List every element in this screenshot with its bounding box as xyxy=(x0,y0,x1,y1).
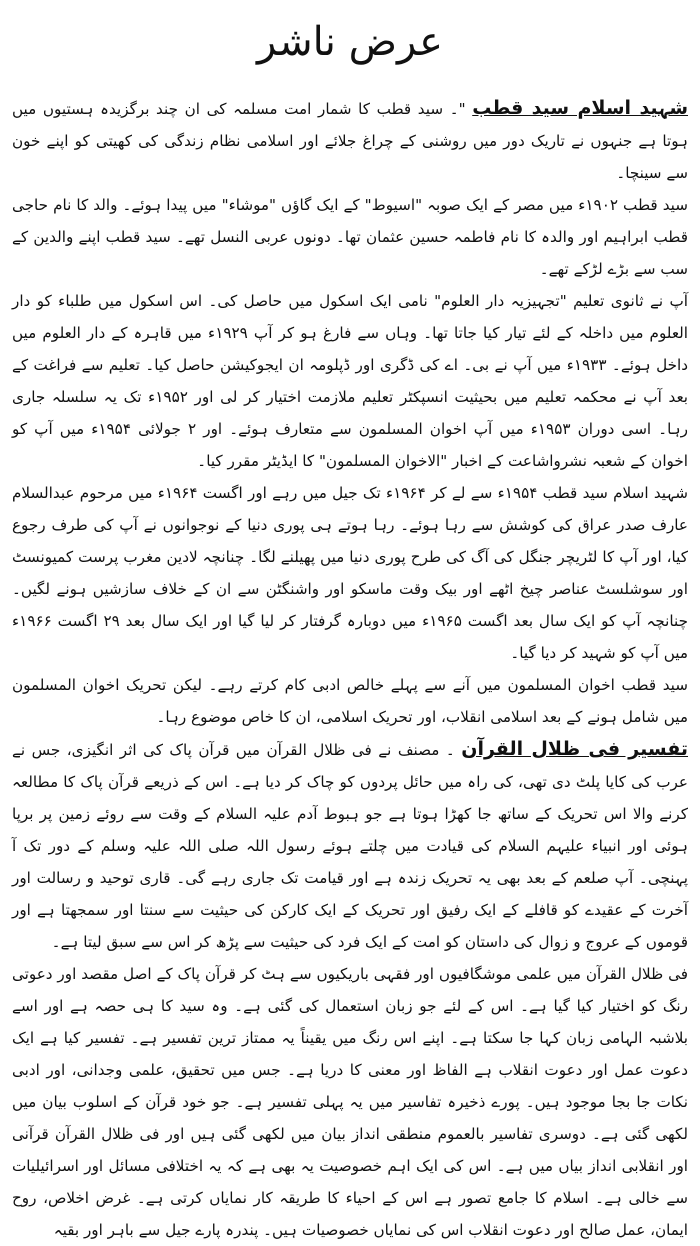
paragraph-text: شہید اسلام سید قطب ۱۹۵۴ء سے لے کر ۱۹۶۴ء تک جیل میں رہے اور اگست ۱۹۶۴ء میں مرحوم عبدالسلام عارف صدر عراق کی کوشش سے رہا ہوئے۔ رہا ہوتے ہی پوری دنیا کے نوجوانوں نے آپ کی طرف رجوع کیا، اور آپ کا لٹریچر جنگل کی آگ کی طرح پوری دنیا میں پھیلنے لگا۔ چنانچہ لادین مغرب پرست کمیونسٹ اور سوشلسٹ عناصر چیخ اٹھے اور بیک وقت ماسکو اور واشنگٹن سے ان کے خلاف سازشیں ہونے لگیں۔ چنانچہ آپ کو ایک سال بعد اگست ۱۹۶۵ء میں دوبارہ گرفتار کر لیا گیا اور ایک سال بعد ۲۹ اگست ۱۹۶۶ء میں آپ کو شہید کر دیا گیا۔ xyxy=(12,484,689,662)
paragraph-text: آپ نے ثانوی تعلیم "تجہیزیہ دار العلوم" نامی ایک اسکول میں حاصل کی۔ اس اسکول میں طلباء کو دار العلوم میں داخلہ کے لئے تیار کیا جاتا تھا۔ وہاں سے فارغ ہو کر آپ ۱۹۲۹ء میں قاہرہ کے دار العلوم میں داخل ہوئے۔ ۱۹۳۳ء میں آپ نے بی۔ اے کی ڈگری اور ڈپلومہ ان ایجوکیشن حاصل کیا۔ تعلیم سے فراغت کے بعد آپ نے محکمہ تعلیم میں بحیثیت انسپکٹر تعلیم ملازمت اختیار کر لی اور ۱۹۵۲ء تک یہ سلسلہ جاری رہا۔ اسی دوران ۱۹۵۳ء میں آپ اخوان المسلمون سے متعارف ہوئے۔ اور ۲ جولائی ۱۹۵۴ء میں آپ کو اخوان کے شعبہ نشرواشاعت کے اخبار "الاخوان المسلمون" کا ایڈیٹر مقرر کیا۔ xyxy=(12,292,689,470)
paragraph-heading: تفسیر فی ظلال القرآن xyxy=(461,738,689,760)
paragraph-2 xyxy=(12,189,688,285)
paragraph-3 xyxy=(12,285,688,477)
paragraph-5 xyxy=(12,669,688,733)
paragraph-heading: شہید اسلام سید قطب xyxy=(472,97,689,119)
document-body xyxy=(12,92,688,1246)
paragraph-7 xyxy=(12,958,688,1246)
paragraph-4 xyxy=(12,477,688,669)
paragraph-text: "۔ سید قطب کا شمار امت مسلمہ کی ان چند برگزیدہ ہستیوں میں ہوتا ہے جنہوں نے تاریک دور میں روشنی کے چراغ جلائے اور اسلامی نظام زندگی کی کھیتی کو اپنے خون سے سینچا۔ xyxy=(12,100,688,182)
page xyxy=(0,12,700,1239)
paragraph-text: سید قطب ۱۹۰۲ء میں مصر کے ایک صوبہ "اسیوط" کے ایک گاؤں "موشاء" میں پیدا ہوئے۔ والد کا نام حاجی قطب ابراہیم اور والدہ کا نام فاطمہ حسین عثمان تھا۔ دونوں عربی النسل تھے۔ سید قطب اپنے والدین کے سب سے بڑے لڑکے تھے۔ xyxy=(12,196,688,278)
paragraph-6 xyxy=(12,733,688,958)
paragraph-text: سید قطب اخوان المسلمون میں آنے سے پہلے خالص ادبی کام کرتے رہے۔ لیکن تحریک اخوان المسلمون میں شامل ہونے کے بعد اسلامی انقلاب، اور تحریک اسلامی، ان کا خاص موضوع رہا۔ xyxy=(12,676,688,726)
paragraph-1 xyxy=(12,92,688,189)
paragraph-text: ۔ مصنف نے فی ظلال القرآن میں قرآن پاک کی اثر انگیزی، جس نے عرب کی کایا پلٹ دی تھی، کی راہ میں حائل پردوں کو چاک کر دیا ہے۔ اس کے ذریعے قرآن پاک کا مطالعہ کرنے والا اس تحریک کے ساتھ جا کھڑا ہوتا ہے جو ہبوط آدم علیہ السلام کے وقت سے روئے زمین پر برپا ہوئی اور انبیاء علیہم السلام کی قیادت میں چلتے ہوئے رسول اللہ صلی اللہ علیہ وسلم کے دور تک آ پہنچی۔ آپ صلعم کے بعد بھی یہ تحریک زندہ ہے اور قیامت تک جاری رہے گی۔ قاری توحید و رسالت اور آخرت کے عقیدے کو قافلے کے ایک رفیق اور تحریک کے ایک کارکن کی حیثیت سے سنتا اور سمجھتا ہے اور قوموں کے عروج و زوال کی داستان کو امت کے ایک فرد کی حیثیت سے پڑھ کر اس سے سبق لیتا ہے۔ xyxy=(12,741,688,951)
page-title: عرض ناشر xyxy=(257,19,443,65)
paragraph-text: فی ظلال القرآن میں علمی موشگافیوں اور فقہی باریکیوں سے ہٹ کر قرآن پاک کے اصل مقصد اور دعوتی رنگ کو اختیار کیا گیا ہے۔ اس کے لئے جو زبان استعمال کی گئی ہے۔ وہ سید کا ہی حصہ ہے اور اسے بلاشبہ الہامی زبان کہا جا سکتا ہے۔ اپنے اس رنگ میں یقیناً یہ ممتاز ترین تفسیر ہے۔ تفسیر کیا ہے ایک دعوت عمل اور دعوت انقلاب ہے الفاظ اور معنی کا دریا ہے۔ جس میں تحقیق، علمی وجدانی، اور ادبی نکات جا بجا موجود ہیں۔ پورے ذخیرہ تفاسیر میں یہ پہلی تفسیر ہے۔ جو خود قرآن کے اسلوب بیان میں لکھی گئی ہے۔ دوسری تفاسیر بالعموم منطقی انداز بیان میں لکھی گئی ہیں اور فی ظلال القرآن قرآنی اور انقلابی انداز بیاں میں ہے۔ اس کی ایک اہم خصوصیت یہ بھی ہے کہ یہ اختلافی مسائل اور اسرائیلیات سے خالی ہے۔ اسلام کا جامع تصور ہے اس کے احیاء کا طریقہ کار نمایاں کرتی ہے۔ غرض اخلاص، روح ایمان، عمل صالح اور دعوت انقلاب اس کی نمایاں خصوصیات ہیں۔ پندرہ پارے جیل سے باہر اور بقیہ xyxy=(12,965,688,1239)
